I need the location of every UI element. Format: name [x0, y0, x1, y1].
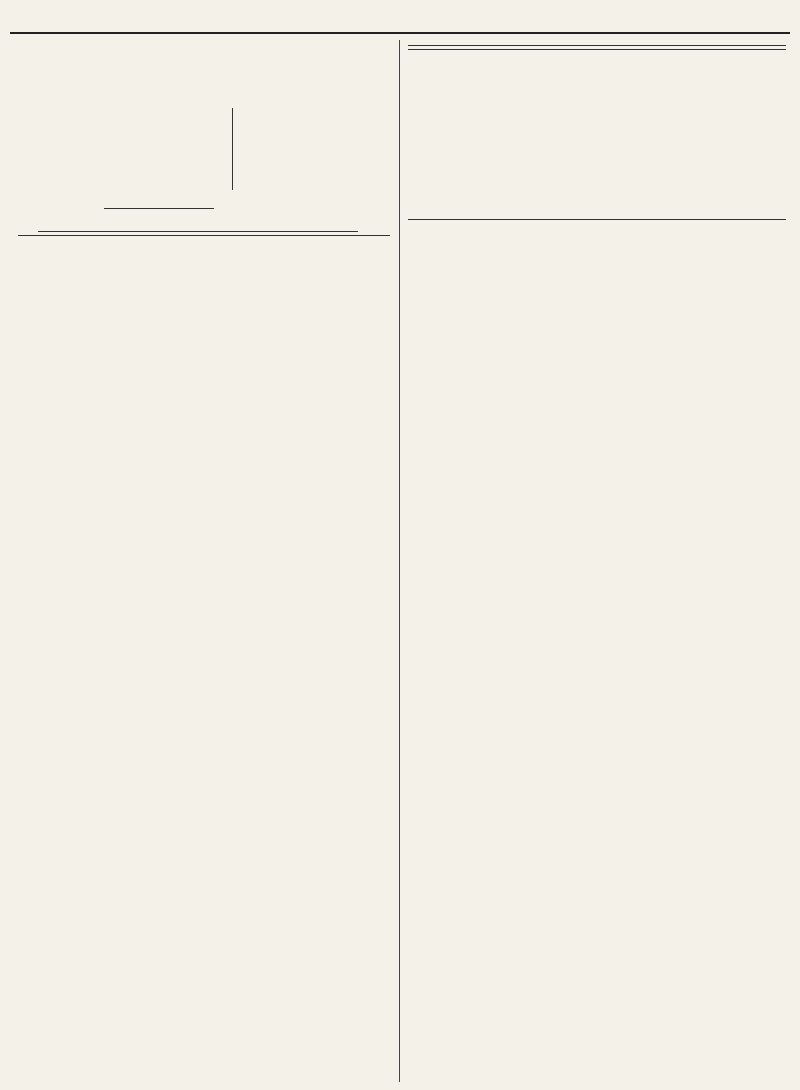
brussels-table — [408, 49, 786, 50]
left-column — [18, 42, 390, 239]
paris-hospitals — [50, 80, 390, 208]
mortality-row — [408, 186, 786, 214]
column-rule — [399, 40, 400, 1082]
civil-totals — [102, 209, 390, 221]
military-bracket — [232, 108, 233, 190]
page-header — [10, 4, 790, 34]
entries-block — [408, 56, 786, 186]
right-column — [408, 42, 786, 223]
